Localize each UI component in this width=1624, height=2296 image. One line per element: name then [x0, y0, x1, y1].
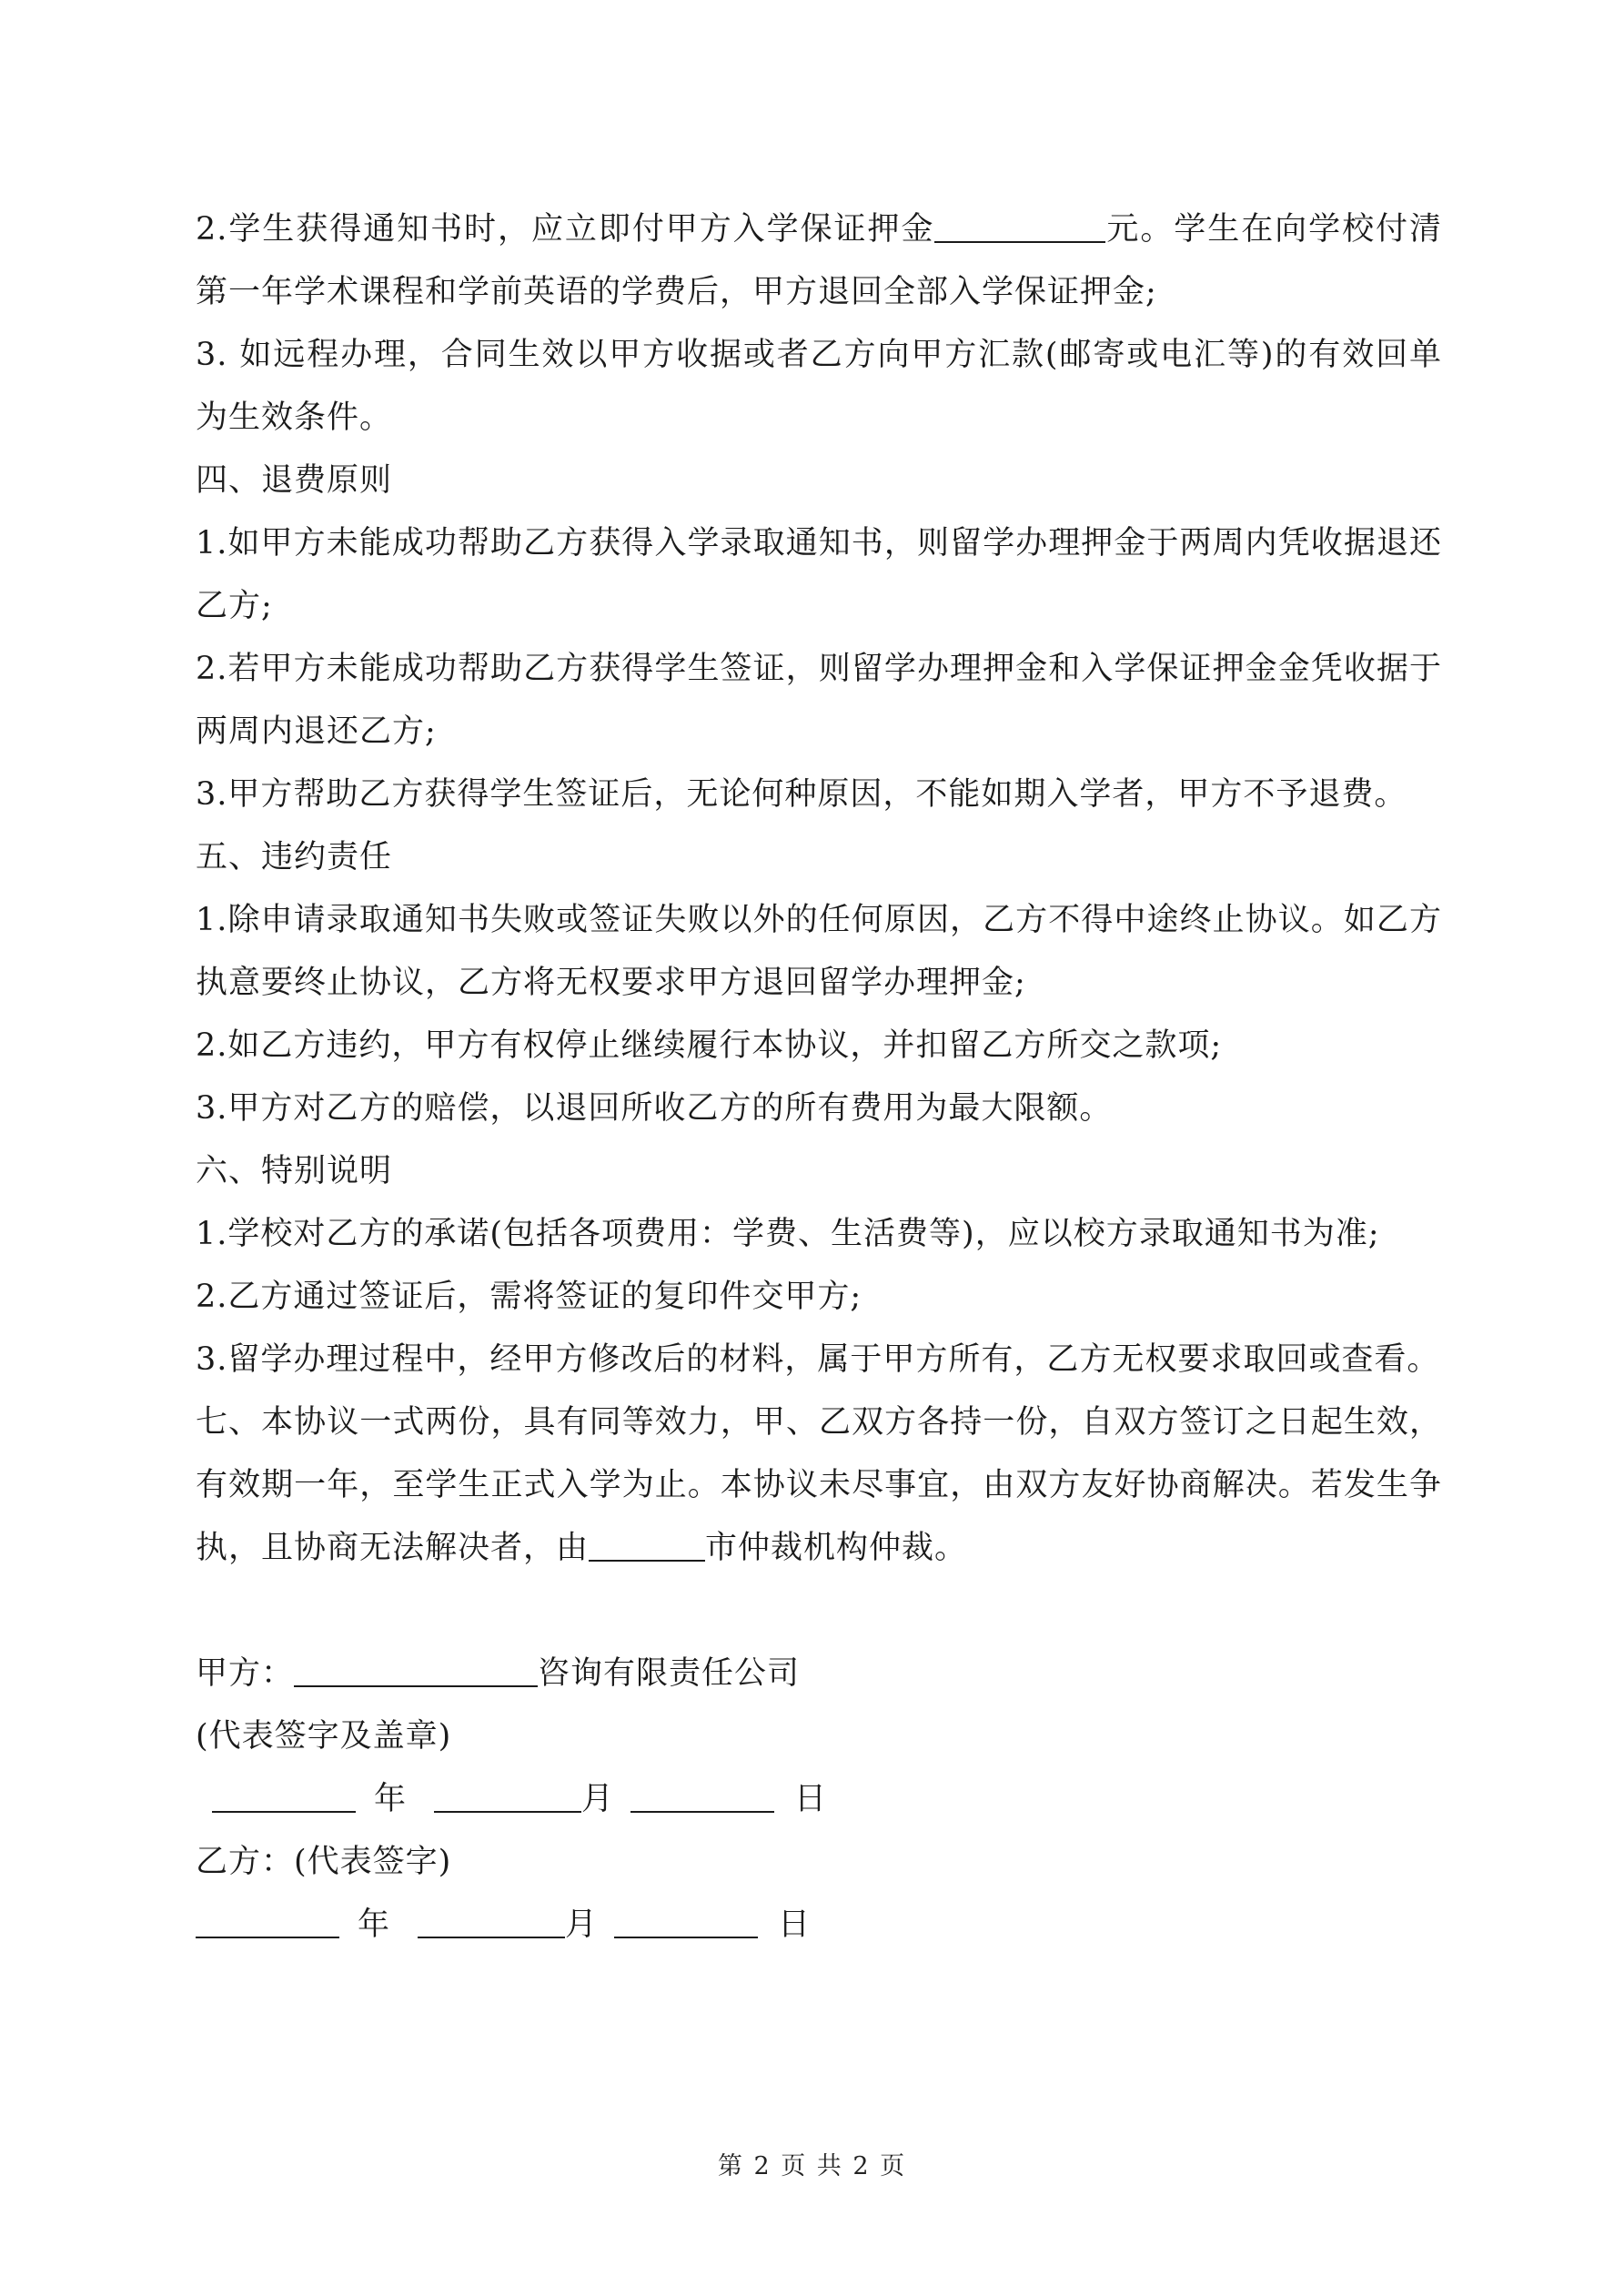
party-a-line	[196, 1643, 1442, 1705]
party-b-year-blank	[196, 1904, 339, 1938]
party-a-label: 甲方：	[196, 1655, 295, 1692]
breach-item-2: 2.如乙方违约，甲方有权停止继续履行本协议，并扣留乙方所交之款项;	[196, 1027, 1223, 1064]
party-a-month-label: 月	[581, 1781, 615, 1817]
arbitration-city-blank	[589, 1527, 705, 1562]
spacer	[196, 1580, 1442, 1643]
party-a-date-row	[196, 1768, 1442, 1831]
special-item-3: 3.留学办理过程中，经甲方修改后的材料，属于甲方所有，乙方无权要求取回或查看。	[196, 1341, 1440, 1378]
document-body	[196, 198, 1442, 1957]
party-a-month-blank	[434, 1778, 581, 1813]
party-b-day-label: 日	[778, 1907, 812, 1943]
clause-3-item-2-post: 元。学生在向学校付清第一年学术课程和学前英语的学费后，甲方退回全部入学保证押金;	[196, 211, 1442, 310]
party-a-day-label: 日	[794, 1781, 828, 1817]
party-a-note: (代表签字及盖章)	[196, 1718, 452, 1755]
deposit-amount-blank	[934, 208, 1105, 243]
party-b-month-label: 月	[565, 1907, 599, 1943]
section-final-clause	[196, 1391, 1442, 1580]
section-special-title: 六、特别说明	[196, 1153, 393, 1189]
party-a-year-label: 年	[374, 1781, 408, 1817]
section-breach-title: 五、违约责任	[196, 839, 393, 875]
refund-item-2: 2.若甲方未能成功帮助乙方获得学生签证，则留学办理押金和入学保证押金金凭收据于两周内退还乙方;	[196, 651, 1442, 750]
clause-3-item-3: 3. 如远程办理，合同生效以甲方收据或者乙方向甲方汇款(邮寄或电汇等)的有效回单为生效条件。	[196, 337, 1442, 436]
page-number-footer: 第 2 页 共 2 页	[717, 2152, 907, 2180]
final-clause-post: 市仲裁机构仲裁。	[705, 1530, 968, 1566]
section-refund-title: 四、退费原则	[196, 462, 393, 499]
party-b-year-label: 年	[358, 1907, 391, 1943]
party-a-suffix: 咨询有限责任公司	[538, 1655, 801, 1692]
party-a-day-blank	[630, 1778, 774, 1813]
party-a-year-blank	[212, 1778, 356, 1813]
breach-item-3: 3.甲方对乙方的赔偿，以退回所收乙方的所有费用为最大限额。	[196, 1090, 1113, 1127]
party-a-name-blank	[294, 1653, 538, 1687]
final-clause-pre: 七、本协议一式两份，具有同等效力，甲、乙双方各持一份，自双方签订之日起生效，有效期一年，至学生正式入学为止。本协议未尽事宜，由双方友好协商解决。若发生争执，且协商无法解决者，由	[196, 1404, 1442, 1566]
clause-3-item-2-pre: 2.学生获得通知书时，应立即付甲方入学保证押金	[196, 211, 935, 248]
clause-3-item-2	[196, 198, 1442, 324]
party-b-month-blank	[418, 1904, 565, 1938]
refund-item-3: 3.甲方帮助乙方获得学生签证后，无论何种原因，不能如期入学者，甲方不予退费。	[196, 776, 1407, 813]
special-item-2: 2.乙方通过签证后，需将签证的复印件交甲方;	[196, 1279, 862, 1315]
party-b-label: 乙方：(代表签字)	[196, 1844, 452, 1880]
refund-item-1: 1.如甲方未能成功帮助乙方获得入学录取通知书，则留学办理押金于两周内凭收据退还乙方;	[196, 525, 1442, 624]
breach-item-1: 1.除申请录取通知书失败或签证失败以外的任何原因，乙方不得中途终止协议。如乙方执意要终止协议，乙方将无权要求甲方退回留学办理押金;	[196, 902, 1442, 1001]
party-b-day-blank	[614, 1904, 758, 1938]
special-item-1: 1.学校对乙方的承诺(包括各项费用：学费、生活费等)，应以校方录取通知书为准;	[196, 1216, 1380, 1252]
party-b-date-row	[196, 1894, 1442, 1957]
